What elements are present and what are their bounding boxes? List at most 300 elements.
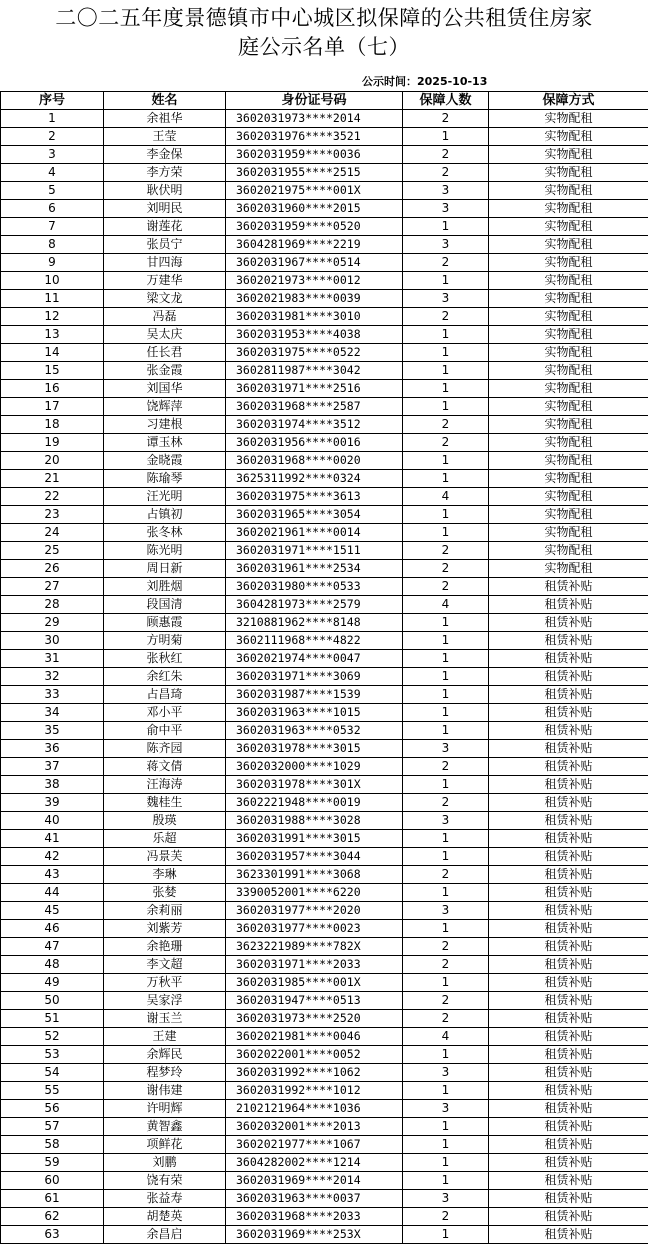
row-support-type: 租赁补贴 — [489, 956, 648, 974]
table-row — [1, 578, 648, 596]
row-id-number: 3602031959****0520 — [226, 218, 403, 236]
row-index: 28 — [1, 596, 104, 614]
table-row — [1, 1172, 648, 1190]
row-index: 62 — [1, 1208, 104, 1226]
row-name: 顾惠霞 — [104, 614, 226, 632]
row-index: 18 — [1, 416, 104, 434]
row-id-number: 3602111968****4822 — [226, 632, 403, 650]
row-index: 23 — [1, 506, 104, 524]
row-name: 项鲜花 — [104, 1136, 226, 1154]
row-household-size: 2 — [403, 308, 489, 326]
row-support-type: 租赁补贴 — [489, 614, 648, 632]
row-household-size: 2 — [403, 434, 489, 452]
row-household-size: 3 — [403, 182, 489, 200]
row-index: 53 — [1, 1046, 104, 1064]
row-index: 52 — [1, 1028, 104, 1046]
row-name: 刘国华 — [104, 380, 226, 398]
table-row — [1, 488, 648, 506]
row-name: 张冬林 — [104, 524, 226, 542]
row-support-type: 租赁补贴 — [489, 1082, 648, 1100]
table-row — [1, 956, 648, 974]
row-index: 26 — [1, 560, 104, 578]
row-name: 梁文龙 — [104, 290, 226, 308]
row-household-size: 4 — [403, 488, 489, 506]
row-household-size: 1 — [403, 848, 489, 866]
row-household-size: 1 — [403, 974, 489, 992]
row-name: 王莹 — [104, 128, 226, 146]
row-support-type: 租赁补贴 — [489, 1100, 648, 1118]
row-id-number: 3602031957****3044 — [226, 848, 403, 866]
row-index: 61 — [1, 1190, 104, 1208]
row-name: 方明菊 — [104, 632, 226, 650]
row-name: 俞中平 — [104, 722, 226, 740]
row-index: 46 — [1, 920, 104, 938]
row-id-number: 3602032001****2013 — [226, 1118, 403, 1136]
table-row — [1, 722, 648, 740]
title-line-1: 二〇二五年度景德镇市中心城区拟保障的公共租赁住房家 — [55, 6, 593, 30]
table-row — [1, 308, 648, 326]
row-id-number: 3602031967****0514 — [226, 254, 403, 272]
row-household-size: 1 — [403, 650, 489, 668]
table-row — [1, 416, 648, 434]
row-support-type: 租赁补贴 — [489, 884, 648, 902]
row-index: 57 — [1, 1118, 104, 1136]
table-row — [1, 704, 648, 722]
table-row — [1, 326, 648, 344]
row-household-size: 1 — [403, 380, 489, 398]
row-household-size: 1 — [403, 506, 489, 524]
row-id-number: 3602031977****0023 — [226, 920, 403, 938]
row-support-type: 实物配租 — [489, 236, 648, 254]
row-id-number: 3602032000****1029 — [226, 758, 403, 776]
row-support-type: 租赁补贴 — [489, 776, 648, 794]
row-support-type: 租赁补贴 — [489, 830, 648, 848]
row-index: 3 — [1, 146, 104, 164]
row-index: 50 — [1, 992, 104, 1010]
row-id-number: 3602031975****3613 — [226, 488, 403, 506]
row-household-size: 2 — [403, 578, 489, 596]
row-name: 张婪 — [104, 884, 226, 902]
row-support-type: 租赁补贴 — [489, 1154, 648, 1172]
row-id-number: 3602031963****0037 — [226, 1190, 403, 1208]
row-household-size: 1 — [403, 128, 489, 146]
row-name: 王建 — [104, 1028, 226, 1046]
table-row — [1, 974, 648, 992]
roster-table — [0, 91, 648, 1244]
table-row — [1, 1226, 648, 1244]
row-name: 邓小平 — [104, 704, 226, 722]
row-index: 10 — [1, 272, 104, 290]
row-index: 20 — [1, 452, 104, 470]
row-id-number: 3602221948****0019 — [226, 794, 403, 812]
table-row — [1, 398, 648, 416]
row-name: 余红朱 — [104, 668, 226, 686]
table-row — [1, 632, 648, 650]
row-index: 11 — [1, 290, 104, 308]
row-household-size: 3 — [403, 902, 489, 920]
row-index: 19 — [1, 434, 104, 452]
table-row — [1, 1046, 648, 1064]
row-household-size: 1 — [403, 1118, 489, 1136]
row-household-size: 1 — [403, 722, 489, 740]
row-household-size: 1 — [403, 1082, 489, 1100]
row-index: 25 — [1, 542, 104, 560]
row-id-number: 3602031963****0532 — [226, 722, 403, 740]
row-household-size: 1 — [403, 326, 489, 344]
row-index: 39 — [1, 794, 104, 812]
row-name: 习建根 — [104, 416, 226, 434]
row-name: 张秋红 — [104, 650, 226, 668]
row-id-number: 3602031977****2020 — [226, 902, 403, 920]
row-id-number: 3602031955****2515 — [226, 164, 403, 182]
row-support-type: 实物配租 — [489, 542, 648, 560]
row-index: 45 — [1, 902, 104, 920]
row-name: 张员宁 — [104, 236, 226, 254]
table-row — [1, 344, 648, 362]
row-name: 余艳珊 — [104, 938, 226, 956]
row-id-number: 3602021974****0047 — [226, 650, 403, 668]
row-index: 60 — [1, 1172, 104, 1190]
row-support-type: 租赁补贴 — [489, 1028, 648, 1046]
row-index: 30 — [1, 632, 104, 650]
row-name: 余昌启 — [104, 1226, 226, 1244]
row-household-size: 2 — [403, 956, 489, 974]
row-name: 汪光明 — [104, 488, 226, 506]
row-support-type: 租赁补贴 — [489, 1064, 648, 1082]
row-household-size: 2 — [403, 254, 489, 272]
document-title — [0, 4, 648, 62]
row-name: 许明辉 — [104, 1100, 226, 1118]
table-row — [1, 452, 648, 470]
row-support-type: 租赁补贴 — [489, 740, 648, 758]
row-household-size: 1 — [403, 1172, 489, 1190]
table-row — [1, 200, 648, 218]
row-id-number: 3602031971****1511 — [226, 542, 403, 560]
row-name: 刘鹏 — [104, 1154, 226, 1172]
row-household-size: 2 — [403, 560, 489, 578]
row-index: 14 — [1, 344, 104, 362]
row-name: 余祖华 — [104, 110, 226, 128]
row-household-size: 1 — [403, 920, 489, 938]
table-row — [1, 254, 648, 272]
table-row — [1, 272, 648, 290]
row-support-type: 实物配租 — [489, 182, 648, 200]
row-household-size: 1 — [403, 470, 489, 488]
row-household-size: 1 — [403, 1136, 489, 1154]
row-id-number: 3210881962****8148 — [226, 614, 403, 632]
row-id-number: 3602031988****3028 — [226, 812, 403, 830]
header-name: 姓名 — [104, 92, 226, 110]
publication-date: 公示时间：2025-10-13 — [362, 75, 488, 88]
row-support-type: 实物配租 — [489, 254, 648, 272]
row-index: 24 — [1, 524, 104, 542]
table-row — [1, 1154, 648, 1172]
row-name: 周日新 — [104, 560, 226, 578]
row-name: 余辉民 — [104, 1046, 226, 1064]
table-row — [1, 596, 648, 614]
row-id-number: 3602021975****001X — [226, 182, 403, 200]
header-support-type: 保障方式 — [489, 92, 648, 110]
row-name: 殷瑛 — [104, 812, 226, 830]
row-support-type: 实物配租 — [489, 128, 648, 146]
row-name: 乐超 — [104, 830, 226, 848]
row-id-number: 3602031973****2520 — [226, 1010, 403, 1028]
row-id-number: 3625311992****0324 — [226, 470, 403, 488]
table-row — [1, 182, 648, 200]
row-support-type: 租赁补贴 — [489, 902, 648, 920]
row-index: 1 — [1, 110, 104, 128]
row-index: 54 — [1, 1064, 104, 1082]
row-household-size: 3 — [403, 290, 489, 308]
row-id-number: 3602031978****3015 — [226, 740, 403, 758]
table-row — [1, 1118, 648, 1136]
row-support-type: 实物配租 — [489, 380, 648, 398]
row-id-number: 3602031968****2587 — [226, 398, 403, 416]
table-row — [1, 866, 648, 884]
row-id-number: 3602031971****2033 — [226, 956, 403, 974]
row-household-size: 1 — [403, 218, 489, 236]
row-index: 12 — [1, 308, 104, 326]
row-index: 9 — [1, 254, 104, 272]
row-index: 63 — [1, 1226, 104, 1244]
row-support-type: 租赁补贴 — [489, 632, 648, 650]
row-name: 李琳 — [104, 866, 226, 884]
row-household-size: 2 — [403, 416, 489, 434]
row-id-number: 3604281969****2219 — [226, 236, 403, 254]
table-row — [1, 506, 648, 524]
row-index: 43 — [1, 866, 104, 884]
table-row — [1, 434, 648, 452]
row-support-type: 租赁补贴 — [489, 1208, 648, 1226]
row-support-type: 实物配租 — [489, 146, 648, 164]
row-support-type: 实物配租 — [489, 416, 648, 434]
row-id-number: 3602031968****2033 — [226, 1208, 403, 1226]
row-index: 7 — [1, 218, 104, 236]
row-id-number: 3390052001****6220 — [226, 884, 403, 902]
row-household-size: 1 — [403, 776, 489, 794]
row-household-size: 2 — [403, 794, 489, 812]
table-row — [1, 218, 648, 236]
row-name: 陈光明 — [104, 542, 226, 560]
row-support-type: 租赁补贴 — [489, 1046, 648, 1064]
row-household-size: 4 — [403, 1028, 489, 1046]
row-household-size: 1 — [403, 632, 489, 650]
row-id-number: 3604281973****2579 — [226, 596, 403, 614]
row-index: 38 — [1, 776, 104, 794]
row-support-type: 实物配租 — [489, 308, 648, 326]
row-support-type: 实物配租 — [489, 362, 648, 380]
row-name: 谢玉兰 — [104, 1010, 226, 1028]
table-row — [1, 902, 648, 920]
table-row — [1, 110, 648, 128]
row-index: 2 — [1, 128, 104, 146]
row-id-number: 3602811987****3042 — [226, 362, 403, 380]
row-name: 万建华 — [104, 272, 226, 290]
table-row — [1, 920, 648, 938]
row-support-type: 实物配租 — [489, 560, 648, 578]
row-name: 冯磊 — [104, 308, 226, 326]
row-id-number: 3602031975****0522 — [226, 344, 403, 362]
row-name: 饶辉萍 — [104, 398, 226, 416]
row-support-type: 租赁补贴 — [489, 812, 648, 830]
row-id-number: 3623221989****782X — [226, 938, 403, 956]
row-name: 刘明民 — [104, 200, 226, 218]
row-index: 55 — [1, 1082, 104, 1100]
row-index: 59 — [1, 1154, 104, 1172]
row-household-size: 4 — [403, 596, 489, 614]
row-support-type: 实物配租 — [489, 110, 648, 128]
row-name: 余莉丽 — [104, 902, 226, 920]
row-id-number: 3602031969****253X — [226, 1226, 403, 1244]
row-index: 32 — [1, 668, 104, 686]
row-support-type: 实物配租 — [489, 290, 648, 308]
row-id-number: 3602021983****0039 — [226, 290, 403, 308]
row-name: 金晓霞 — [104, 452, 226, 470]
row-name: 李文超 — [104, 956, 226, 974]
row-support-type: 实物配租 — [489, 434, 648, 452]
row-id-number: 3602031985****001X — [226, 974, 403, 992]
row-support-type: 租赁补贴 — [489, 650, 648, 668]
row-id-number: 3602031968****0020 — [226, 452, 403, 470]
row-id-number: 3602031991****3015 — [226, 830, 403, 848]
table-row — [1, 380, 648, 398]
row-id-number: 3602031976****3521 — [226, 128, 403, 146]
row-id-number: 3602031973****2014 — [226, 110, 403, 128]
row-household-size: 3 — [403, 740, 489, 758]
row-support-type: 实物配租 — [489, 488, 648, 506]
row-id-number: 3602031961****2534 — [226, 560, 403, 578]
row-index: 17 — [1, 398, 104, 416]
row-index: 6 — [1, 200, 104, 218]
row-name: 张益寿 — [104, 1190, 226, 1208]
row-household-size: 1 — [403, 668, 489, 686]
row-index: 16 — [1, 380, 104, 398]
row-id-number: 3602031980****0533 — [226, 578, 403, 596]
row-name: 张金霞 — [104, 362, 226, 380]
row-index: 51 — [1, 1010, 104, 1028]
row-support-type: 租赁补贴 — [489, 1118, 648, 1136]
row-support-type: 实物配租 — [489, 470, 648, 488]
row-household-size: 3 — [403, 812, 489, 830]
row-index: 58 — [1, 1136, 104, 1154]
row-id-number: 3602031953****4038 — [226, 326, 403, 344]
row-id-number: 3623301991****3068 — [226, 866, 403, 884]
table-body — [1, 110, 648, 1244]
row-name: 饶有荣 — [104, 1172, 226, 1190]
row-support-type: 租赁补贴 — [489, 848, 648, 866]
table-row — [1, 524, 648, 542]
table-row — [1, 1190, 648, 1208]
row-household-size: 2 — [403, 542, 489, 560]
row-id-number: 3602031978****301X — [226, 776, 403, 794]
table-row — [1, 830, 648, 848]
table-row — [1, 938, 648, 956]
row-id-number: 3602031947****0513 — [226, 992, 403, 1010]
title-line-2: 庭公示名单（七） — [238, 35, 410, 59]
row-support-type: 租赁补贴 — [489, 1010, 648, 1028]
row-name: 段国清 — [104, 596, 226, 614]
row-index: 34 — [1, 704, 104, 722]
row-household-size: 3 — [403, 1100, 489, 1118]
table-row — [1, 758, 648, 776]
table-row — [1, 560, 648, 578]
row-household-size: 1 — [403, 524, 489, 542]
table-row — [1, 1028, 648, 1046]
row-id-number: 3602031992****1012 — [226, 1082, 403, 1100]
row-name: 占昌琦 — [104, 686, 226, 704]
row-support-type: 实物配租 — [489, 272, 648, 290]
row-household-size: 1 — [403, 398, 489, 416]
row-index: 29 — [1, 614, 104, 632]
row-support-type: 实物配租 — [489, 506, 648, 524]
row-index: 8 — [1, 236, 104, 254]
row-support-type: 租赁补贴 — [489, 1172, 648, 1190]
row-support-type: 租赁补贴 — [489, 794, 648, 812]
row-household-size: 1 — [403, 704, 489, 722]
row-household-size: 1 — [403, 362, 489, 380]
table-row — [1, 884, 648, 902]
row-name: 吴家浮 — [104, 992, 226, 1010]
row-name: 李金保 — [104, 146, 226, 164]
row-index: 15 — [1, 362, 104, 380]
row-name: 甘四海 — [104, 254, 226, 272]
row-household-size: 2 — [403, 866, 489, 884]
row-name: 陈齐园 — [104, 740, 226, 758]
row-name: 任长君 — [104, 344, 226, 362]
row-household-size: 1 — [403, 1226, 489, 1244]
row-name: 汪海涛 — [104, 776, 226, 794]
row-name: 耿伏明 — [104, 182, 226, 200]
table-row — [1, 668, 648, 686]
row-index: 22 — [1, 488, 104, 506]
row-index: 47 — [1, 938, 104, 956]
row-support-type: 租赁补贴 — [489, 578, 648, 596]
header-id-number: 身份证号码 — [226, 92, 403, 110]
row-name: 占镇初 — [104, 506, 226, 524]
row-support-type: 实物配租 — [489, 524, 648, 542]
table-row — [1, 686, 648, 704]
row-name: 谢伟建 — [104, 1082, 226, 1100]
row-support-type: 租赁补贴 — [489, 1190, 648, 1208]
table-row — [1, 1100, 648, 1118]
row-support-type: 租赁补贴 — [489, 1226, 648, 1244]
row-support-type: 实物配租 — [489, 452, 648, 470]
row-household-size: 1 — [403, 1154, 489, 1172]
table-row — [1, 776, 648, 794]
table-row — [1, 992, 648, 1010]
row-household-size: 2 — [403, 164, 489, 182]
row-household-size: 3 — [403, 1190, 489, 1208]
table-row — [1, 1010, 648, 1028]
row-id-number: 3602031965****3054 — [226, 506, 403, 524]
table-row — [1, 290, 648, 308]
row-support-type: 租赁补贴 — [489, 974, 648, 992]
row-name: 陈瑜琴 — [104, 470, 226, 488]
row-support-type: 租赁补贴 — [489, 704, 648, 722]
header-index: 序号 — [1, 92, 104, 110]
row-index: 56 — [1, 1100, 104, 1118]
header-household-size: 保障人数 — [403, 92, 489, 110]
table-row — [1, 794, 648, 812]
table-row — [1, 362, 648, 380]
row-id-number: 3602021977****1067 — [226, 1136, 403, 1154]
row-id-number: 3602031956****0016 — [226, 434, 403, 452]
row-household-size: 2 — [403, 146, 489, 164]
table-header-row — [1, 92, 648, 110]
row-index: 21 — [1, 470, 104, 488]
row-name: 谭玉林 — [104, 434, 226, 452]
table-row — [1, 650, 648, 668]
